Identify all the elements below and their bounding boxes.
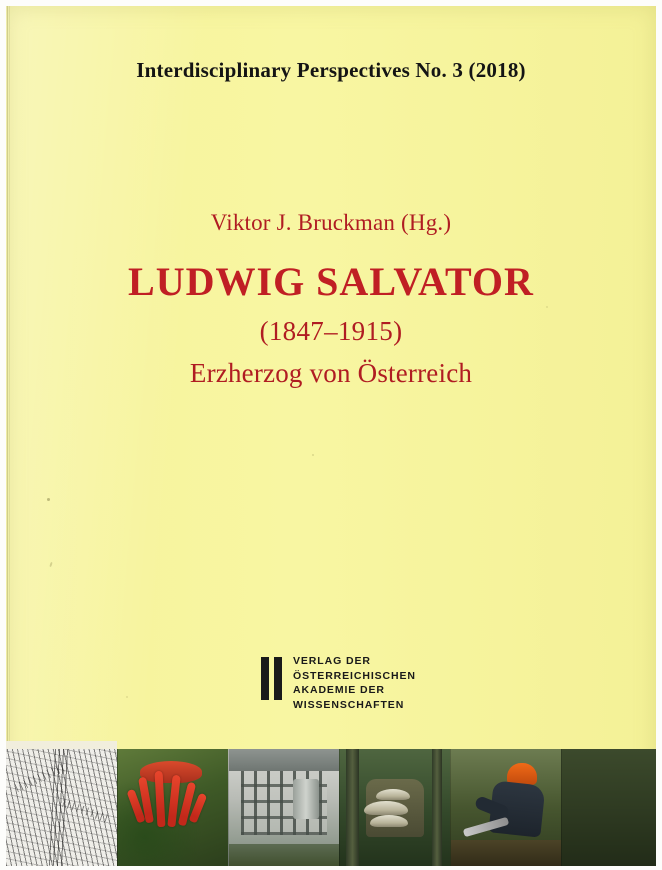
paper-speck <box>312 454 314 456</box>
strip-scan-artifact <box>6 741 117 749</box>
engraving-branch <box>62 799 110 823</box>
cover-photo-strip <box>6 749 656 866</box>
life-dates: (1847–1915) <box>259 316 403 346</box>
photo-forest-edge <box>561 749 656 866</box>
photo-forest-bracket-fungi <box>339 749 450 866</box>
publisher-line: AKADEMIE DER <box>293 684 385 696</box>
photo-forestry-worker <box>450 749 561 866</box>
photo-botanical-engraving <box>6 749 117 866</box>
publisher-line: VERLAG DER <box>293 655 371 667</box>
page-title: LUDWIG SALVATOR <box>128 259 534 304</box>
plant-tank <box>293 779 319 819</box>
book-cover <box>6 6 656 866</box>
publisher-block <box>261 654 416 712</box>
forest-floor <box>451 840 561 866</box>
paper-speck <box>47 498 50 501</box>
photo-industrial-plant <box>228 749 339 866</box>
logo-bar-right <box>274 657 282 700</box>
bracket-fungus <box>376 789 410 800</box>
paper-speck <box>49 562 52 567</box>
publisher-line: ÖSTERREICHISCHEN <box>293 669 416 682</box>
publisher-logo-icon <box>261 657 282 700</box>
editor-name: Viktor J. Bruckman (Hg.) <box>210 210 452 235</box>
forest-tree-trunk <box>432 749 442 866</box>
bracket-fungus <box>364 801 408 815</box>
subtitle: Erzherzog von Österreich <box>189 358 473 388</box>
logo-bar-left <box>261 657 269 700</box>
bracket-fungus <box>370 815 408 827</box>
page-edge-line-secondary <box>9 6 10 866</box>
flower-head <box>140 761 202 783</box>
publisher-line: WISSENSCHAFTEN <box>293 698 405 711</box>
paper-speck <box>126 696 128 698</box>
plant-ground <box>229 844 339 866</box>
photo-red-flower <box>117 749 228 866</box>
paper-speck <box>546 306 548 308</box>
publisher-name <box>293 654 416 712</box>
plant-roof <box>229 749 339 771</box>
series-line: Interdisciplinary Perspectives No. 3 (2018) <box>136 58 526 82</box>
forest-tree-trunk <box>346 749 359 866</box>
page-edge-line <box>7 6 8 866</box>
